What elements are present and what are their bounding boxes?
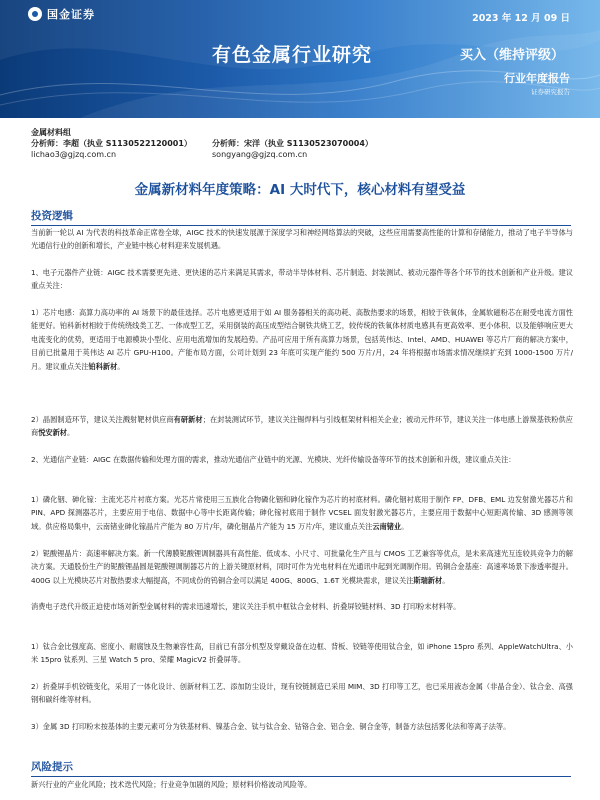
paragraph-risk: 新兴行业的产业化风险；技术迭代风险；行业竞争加剧的风险；原材料价格波动风险等。 bbox=[31, 780, 312, 789]
highlight-company: 悦安新材 bbox=[38, 428, 67, 438]
logo-icon bbox=[28, 7, 42, 21]
rating-label: 买入（维持评级） bbox=[459, 48, 564, 63]
section-heading-risk: 风险提示 bbox=[31, 761, 73, 773]
paragraph-linbo3: 2）铌酸锂晶片：高速率解决方案。新一代薄膜铌酸锂调制器具有高性能、低成本、小尺寸、可批量化生产且与 CMOS 工艺兼容等优点，是未来高速光互连较具竞争力的解决方案。天通股份生产的铌酸锂晶圆是铌酸锂调制器芯片的上游关键原材料，同时可作为光电材料在光通讯中起到光调制作用。钨铜合金基座：高速率场景下渗透率提升。400G 以上光模块芯片对散热要求大幅提高，不同成份的钨铜合金可以满足 400G、800G、1.6T 光模块需求，建议关注斯瑞新材。 bbox=[31, 549, 573, 585]
analyst-1-name: 分析师：李超（执业 S1130522120001） bbox=[31, 139, 192, 148]
paragraph-optical: 2、光通信产业链：AIGC 在数据传输和处理方面的需求，推动光通信产业链中的光源、光模块、光纤传输设备等环节的技术创新和升级，建议重点关注： bbox=[31, 455, 516, 464]
highlight-company: 斯瑞新材 bbox=[413, 575, 443, 585]
report-department: 证券研究报告 bbox=[531, 88, 570, 96]
report-type: 行业年度报告 bbox=[504, 72, 570, 85]
paragraph-titanium: 1）钛合金比强度高、密度小、耐腐蚀及生物兼容性高，目前已有部分机型及穿戴设备在边框、背板、铰链等使用钛合金，如 iPhone 15pro 系列、AppleWatchUltra、小米 15pro 钛系列、三星 Watch 5 pro、荣耀 MagicV2 折叠屏等。 bbox=[31, 642, 573, 665]
analyst-2-email[interactable]: songyang@gjzq.com.cn bbox=[212, 150, 308, 159]
section-risk bbox=[31, 759, 571, 777]
analyst-2 bbox=[212, 138, 393, 160]
company-logo bbox=[28, 6, 95, 22]
paragraph-intro: 当前新一轮以 AI 为代表的科技革命正席卷全球，AIGC 技术的快速发展源于深度学习和神经网络算法的突破，这些应用需要高性能的计算和存储能力，推动了电子半导体与光通信行业的创新和增长，产业链中核心材料迎来发展机遇。 bbox=[31, 228, 573, 251]
analyst-block bbox=[31, 127, 571, 160]
paragraph-inp-gaas: 1）磷化铟、砷化镓：主流光芯片衬底方案。光芯片常使用三五族化合物磷化铟和砷化镓作为芯片的衬底材料。磷化铟衬底用于制作 FP、DFB、EML 边发射激光器芯片和 PIN、APD 探测器芯片，主要应用于电信、数据中心等中长距离传输；砷化镓衬底用于制作 VCSEL 面发射激光器芯片，主要应用于数据中心短距离传输、3D 感测等领域。供应格局集中，云南锗业砷化镓晶片产能为 80 万片/年，磷化铟晶片产能为 15 万片/年，建议重点关注云南锗业。 bbox=[31, 495, 573, 531]
paragraph-3d-printing: 3）金属 3D 打印粉末按基体的主要元素可分为铁基材料、镍基合金、钛与钛合金、钴铬合金、铝合金、铜合金等，制备方法包括雾化法和等离子法等。 bbox=[31, 722, 511, 731]
highlight-company: 云南锗业 bbox=[372, 521, 402, 531]
analyst-2-name: 分析师：宋洋（执业 S1130523070004） bbox=[212, 139, 373, 148]
paragraph-hinge: 2）折叠屏手机铰链变化，采用了一体化设计、创新材料工艺、添加防尘设计，现有铰链制造已采用 MIM、3D 打印等工艺，也已采用液态金属（非晶合金）、钛合金、高强钢和碳纤维等材料。 bbox=[31, 682, 573, 705]
paragraph-chip-inductor: 1）芯片电感：高算力高功率的 AI 场景下的最佳选择。芯片电感更适用于如 AI 服务器相关的高功耗、高散热要求的场景，相较于铁氧体，金属软磁粉芯在耐受电流方面性能更好。铂科新材相较于传统绕线类工艺、一体成型工艺，采用倒装的高压成型结合铜铁共烧工艺，较传统的铁氧体材质电感具有更高效率、更小体积、以及能够响应更大电流变化的优势，更适用于电源模块小型化、应用电流增加的发展趋势。产品可应用于所有高算力场景，包括英伟达、Intel、AMD、HUAWEI 等芯片厂商的解决方案中，目前已批量用于英伟达 AI 芯片 GPU-H100。产能布局方面，公司计划到 23 年底可实现产能约 500 万片/月，24 年将根据市场需求情况继续扩充到 1000-1500 万片/月。建议重点关注铂科新材。 bbox=[31, 308, 573, 371]
report-date: 2023 年 12 月 09 日 bbox=[472, 13, 570, 24]
analyst-1-email[interactable]: lichao3@gjzq.com.cn bbox=[31, 150, 117, 159]
logo-text: 国金证券 bbox=[47, 8, 95, 21]
highlight-company: 铂科新材 bbox=[88, 361, 118, 371]
section-divider bbox=[31, 776, 571, 777]
report-title: 有色金属行业研究 bbox=[212, 44, 373, 66]
highlight-company: 有研新材 bbox=[173, 415, 203, 424]
section-investment-logic bbox=[31, 208, 571, 226]
sector-group: 金属材料组 bbox=[31, 128, 71, 137]
report-header-band bbox=[0, 0, 600, 118]
paragraph-wafer: 2）晶圆制造环节，建议关注溅射靶材供应商有研新材；在封装测试环节，建议关注锡焊料与引线框架材料相关企业；被动元件环节，建议关注一体电感上游羰基铁粉供应商悦安新材。 bbox=[31, 415, 573, 438]
paragraph-consumer-electronics: 消费电子迭代升级正迫使市场对新型金属材料的需求迅速增长，建议关注手机中框钛合金材料、折叠屏铰链材料、3D 打印粉末材料等。 bbox=[31, 602, 461, 611]
paragraph-electronics: 1、电子元器件产业链：AIGC 技术需要更先进、更快速的芯片来满足其需求，带动半导体材料、芯片制造、封装测试、被动元器件等各个环节的技术创新和产业升级。建议重点关注： bbox=[31, 268, 573, 291]
section-heading-logic: 投资逻辑 bbox=[31, 210, 73, 222]
main-title: 金属新材料年度策略：AI 大时代下，核心材料有望受益 bbox=[134, 182, 466, 198]
analyst-1 bbox=[31, 138, 212, 160]
